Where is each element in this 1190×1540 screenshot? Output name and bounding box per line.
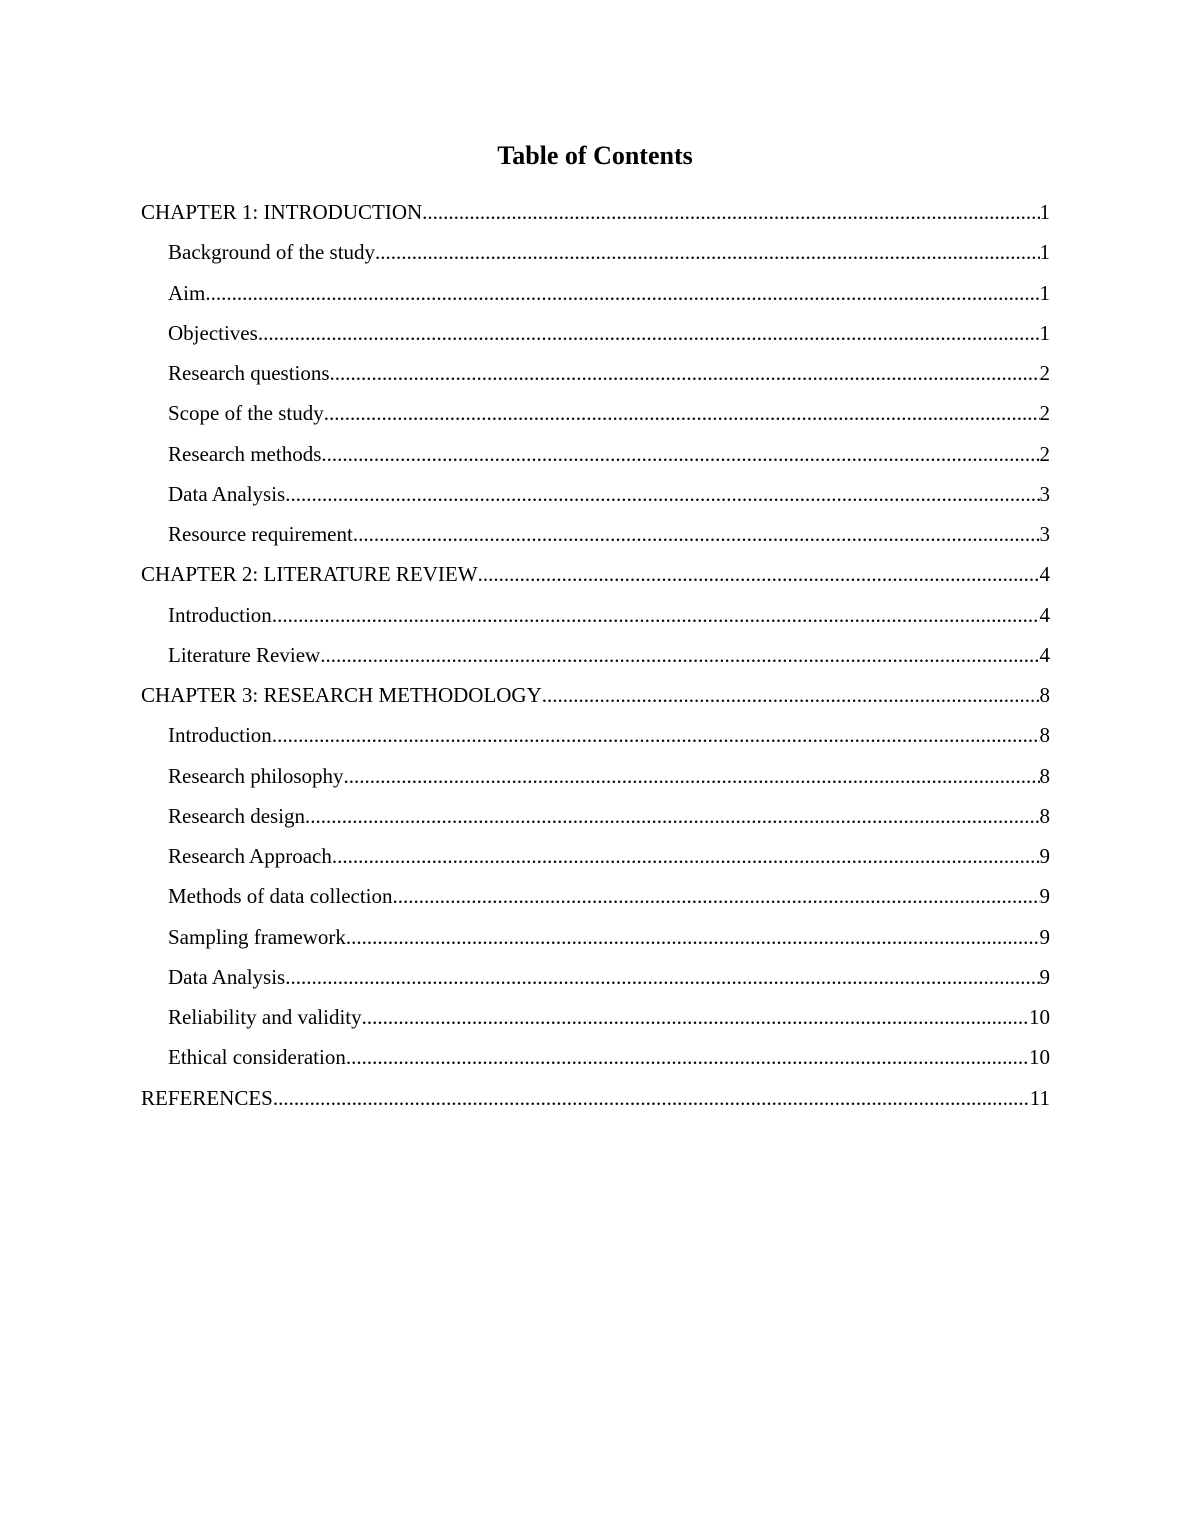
toc-dot-leader [272, 601, 1040, 629]
toc-entry-label: Introduction [168, 602, 272, 627]
toc-entry-page-number: 3 [1039, 522, 1050, 546]
toc-dot-leader [353, 520, 1040, 548]
toc-entry-label: Resource requirement [168, 522, 353, 546]
toc-dot-leader [422, 198, 1039, 226]
toc-entry-label: Research philosophy [168, 763, 344, 788]
toc-entry-label: Methods of data collection [168, 884, 393, 909]
toc-entry-page-number: 8 [1039, 723, 1050, 748]
toc-entry-page-number: 2 [1039, 441, 1050, 466]
toc-entry-page-number: 4 [1039, 602, 1050, 627]
toc-entry-chapter[interactable] [141, 1084, 1050, 1124]
toc-entry-chapter[interactable] [141, 681, 1050, 721]
toc-entry-section[interactable] [141, 762, 1050, 802]
toc-entry-section[interactable] [141, 238, 1050, 278]
toc-entry-section[interactable] [141, 440, 1050, 480]
toc-entry-label: Scope of the study [168, 401, 324, 426]
toc-entry-page-number: 11 [1029, 1085, 1050, 1110]
toc-dot-leader [285, 963, 1039, 991]
toc-entry-page-number: 8 [1039, 763, 1050, 788]
toc-entry-label: CHAPTER 2: LITERATURE REVIEW [141, 562, 478, 587]
toc-dot-leader [205, 279, 1039, 307]
toc-entry-label: CHAPTER 1: INTRODUCTION [141, 200, 423, 224]
toc-entry-page-number: 10 [1029, 1045, 1050, 1070]
toc-entry-page-number: 4 [1039, 562, 1050, 587]
toc-dot-leader [375, 238, 1039, 266]
toc-entry-label: Research design [168, 803, 306, 828]
toc-entry-section[interactable] [141, 721, 1050, 761]
toc-entry-section[interactable] [141, 319, 1050, 359]
toc-title: Table of Contents [497, 141, 693, 170]
toc-dot-leader [272, 721, 1040, 749]
toc-entry-page-number: 1 [1039, 280, 1050, 305]
toc-entry-label: Research Approach [168, 844, 332, 868]
toc-entry-label: Objectives [168, 320, 258, 345]
toc-dot-leader [258, 319, 1040, 347]
toc-dot-leader [478, 560, 1040, 588]
toc-dot-leader [344, 762, 1040, 790]
toc-dot-leader [324, 399, 1040, 427]
toc-entry-label: Literature Review [168, 642, 321, 667]
toc-entry-label: Data Analysis [168, 481, 286, 506]
toc-entry-page-number: 9 [1039, 884, 1050, 909]
toc-entry-page-number: 9 [1039, 964, 1050, 989]
toc-entry-page-number: 1 [1039, 320, 1050, 345]
toc-dot-leader [320, 641, 1039, 669]
toc-dot-leader [305, 802, 1039, 830]
toc-entry-section[interactable] [141, 399, 1050, 439]
toc-entry-label: Aim [168, 280, 206, 305]
toc-list [141, 198, 1050, 1124]
toc-dot-leader [321, 440, 1039, 468]
toc-entry-section[interactable] [141, 279, 1050, 319]
toc-entry-section[interactable] [141, 520, 1050, 560]
toc-entry-section[interactable] [141, 842, 1050, 882]
toc-entry-label: Research methods [168, 441, 322, 466]
toc-dot-leader [542, 681, 1040, 709]
toc-entry-page-number: 1 [1039, 200, 1050, 224]
toc-entry-chapter[interactable] [141, 560, 1050, 600]
toc-entry-page-number: 2 [1039, 361, 1050, 385]
toc-dot-leader [346, 923, 1040, 951]
toc-dot-leader [332, 842, 1040, 870]
toc-dot-leader [362, 1003, 1029, 1031]
toc-entry-section[interactable] [141, 963, 1050, 1003]
toc-entry-label: Background of the study [168, 240, 376, 265]
toc-entry-page-number: 9 [1039, 844, 1050, 868]
toc-entry-section[interactable] [141, 480, 1050, 520]
toc-entry-chapter[interactable] [141, 198, 1050, 238]
toc-entry-page-number: 1 [1039, 240, 1050, 265]
toc-entry-section[interactable] [141, 1003, 1050, 1043]
toc-entry-label: Reliability and validity [168, 1005, 362, 1029]
toc-entry-section[interactable] [141, 359, 1050, 399]
toc-dot-leader [285, 480, 1039, 508]
toc-entry-label: Data Analysis [168, 964, 286, 989]
toc-entry-label: Research questions [168, 361, 330, 385]
toc-entry-label: Sampling framework [168, 924, 346, 949]
toc-dot-leader [393, 882, 1040, 910]
toc-entry-label: Introduction [168, 723, 272, 748]
toc-entry-label: CHAPTER 3: RESEARCH METHODOLOGY [141, 683, 542, 707]
toc-entry-page-number: 2 [1039, 401, 1050, 426]
toc-entry-label: REFERENCES [141, 1085, 273, 1110]
toc-entry-page-number: 10 [1029, 1005, 1050, 1029]
toc-entry-section[interactable] [141, 601, 1050, 641]
toc-entry-page-number: 8 [1039, 803, 1050, 828]
toc-entry-page-number: 9 [1039, 924, 1050, 949]
toc-entry-page-number: 4 [1039, 642, 1050, 667]
toc-dot-leader [273, 1084, 1030, 1112]
toc-entry-section[interactable] [141, 1043, 1050, 1083]
toc-entry-section[interactable] [141, 923, 1050, 963]
toc-dot-leader [330, 359, 1040, 387]
toc-entry-section[interactable] [141, 802, 1050, 842]
toc-dot-leader [346, 1043, 1029, 1071]
toc-entry-section[interactable] [141, 882, 1050, 922]
toc-entry-page-number: 3 [1039, 481, 1050, 506]
toc-entry-section[interactable] [141, 641, 1050, 681]
toc-entry-page-number: 8 [1039, 683, 1050, 707]
toc-entry-label: Ethical consideration [168, 1045, 346, 1070]
